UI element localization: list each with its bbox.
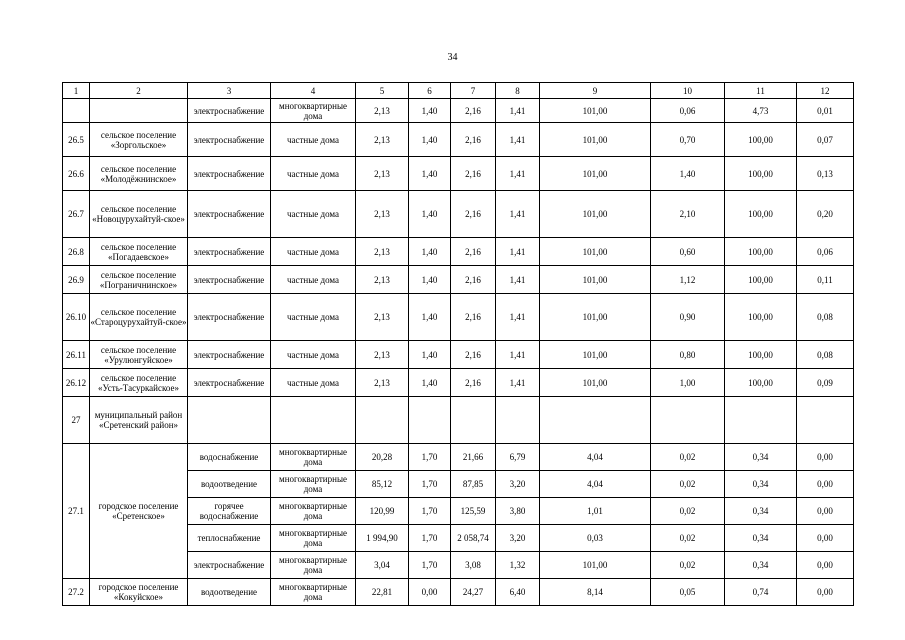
value-col5: 2,13 [356, 369, 409, 397]
value-col8: 1,41 [496, 266, 540, 294]
settlement-name [90, 99, 188, 123]
value-col10: 0,06 [651, 99, 725, 123]
value-col12: 0,00 [797, 579, 854, 606]
column-header: 11 [725, 83, 797, 99]
value-col6: 1,40 [409, 266, 451, 294]
value-col6: 1,40 [409, 294, 451, 341]
housing-category: многоквартирные дома [271, 444, 356, 471]
value-col12: 0,07 [797, 123, 854, 157]
value-col7: 2,16 [451, 157, 496, 191]
value-col10: 0,05 [651, 579, 725, 606]
settlement-name: сельское поселение «Погадаевское» [90, 238, 188, 266]
value-col11: 100,00 [725, 123, 797, 157]
value-col8: 1,41 [496, 341, 540, 369]
table-row [63, 266, 854, 294]
value-col11: 0,34 [725, 525, 797, 552]
value-col10: 1,00 [651, 369, 725, 397]
settlement-name: сельское поселение «Молодёжнинское» [90, 157, 188, 191]
value-col7: 2,16 [451, 191, 496, 238]
value-col5: 20,28 [356, 444, 409, 471]
row-number: 26.12 [63, 369, 90, 397]
value-col9: 101,00 [540, 191, 651, 238]
value-col11: 100,00 [725, 191, 797, 238]
value-col11: 100,00 [725, 369, 797, 397]
row-number [63, 99, 90, 123]
value-col10: 1,12 [651, 266, 725, 294]
value-col8: 1,41 [496, 238, 540, 266]
value-col9: 101,00 [540, 294, 651, 341]
value-col9: 0,03 [540, 525, 651, 552]
value-col5: 2,13 [356, 99, 409, 123]
table-row [63, 238, 854, 266]
value-col7: 3,08 [451, 552, 496, 579]
table-row [63, 579, 854, 606]
table-row [63, 397, 854, 444]
service-type: водоотведение [188, 579, 271, 606]
empty-cell [496, 397, 540, 444]
table-row [63, 369, 854, 397]
value-col9: 101,00 [540, 369, 651, 397]
row-number: 26.8 [63, 238, 90, 266]
value-col12: 0,08 [797, 341, 854, 369]
value-col6: 1,40 [409, 157, 451, 191]
value-col10: 0,02 [651, 444, 725, 471]
column-number-row [63, 83, 854, 99]
value-col8: 1,41 [496, 157, 540, 191]
value-col7: 2 058,74 [451, 525, 496, 552]
service-type: электроснабжение [188, 99, 271, 123]
value-col11: 100,00 [725, 238, 797, 266]
value-col10: 2,10 [651, 191, 725, 238]
value-col8: 1,41 [496, 99, 540, 123]
empty-cell [356, 397, 409, 444]
column-header: 6 [409, 83, 451, 99]
value-col12: 0,08 [797, 294, 854, 341]
value-col8: 1,41 [496, 123, 540, 157]
table-row [63, 444, 854, 471]
table-row [63, 341, 854, 369]
value-col7: 2,16 [451, 369, 496, 397]
empty-cell [651, 397, 725, 444]
value-col11: 100,00 [725, 341, 797, 369]
housing-category: многоквартирные дома [271, 471, 356, 498]
table-row [63, 157, 854, 191]
value-col12: 0,00 [797, 552, 854, 579]
value-col8: 1,41 [496, 294, 540, 341]
column-header: 5 [356, 83, 409, 99]
empty-cell [540, 397, 651, 444]
column-header: 2 [90, 83, 188, 99]
column-header: 4 [271, 83, 356, 99]
value-col12: 0,13 [797, 157, 854, 191]
value-col6: 1,40 [409, 99, 451, 123]
value-col11: 0,34 [725, 444, 797, 471]
value-col9: 101,00 [540, 266, 651, 294]
value-col7: 21,66 [451, 444, 496, 471]
housing-category: частные дома [271, 157, 356, 191]
housing-category: частные дома [271, 294, 356, 341]
row-number: 27.2 [63, 579, 90, 606]
value-col12: 0,00 [797, 444, 854, 471]
housing-category: многоквартирные дома [271, 525, 356, 552]
value-col10: 0,02 [651, 525, 725, 552]
service-type: теплоснабжение [188, 525, 271, 552]
value-col6: 1,40 [409, 238, 451, 266]
housing-category: частные дома [271, 191, 356, 238]
value-col10: 0,02 [651, 471, 725, 498]
housing-category: многоквартирные дома [271, 99, 356, 123]
row-number: 26.6 [63, 157, 90, 191]
value-col11: 0,34 [725, 552, 797, 579]
housing-category: многоквартирные дома [271, 579, 356, 606]
table-row [63, 294, 854, 341]
housing-category: частные дома [271, 341, 356, 369]
column-header: 3 [188, 83, 271, 99]
empty-cell [797, 397, 854, 444]
value-col9: 4,04 [540, 471, 651, 498]
empty-cell [188, 397, 271, 444]
column-header: 12 [797, 83, 854, 99]
value-col12: 0,11 [797, 266, 854, 294]
service-type: электроснабжение [188, 552, 271, 579]
service-type: электроснабжение [188, 157, 271, 191]
value-col6: 1,70 [409, 498, 451, 525]
value-col7: 2,16 [451, 238, 496, 266]
empty-cell [409, 397, 451, 444]
housing-category: частные дома [271, 238, 356, 266]
value-col12: 0,20 [797, 191, 854, 238]
settlement-name: сельское поселение «Староцурухайтуй-ское» [90, 294, 188, 341]
service-type: электроснабжение [188, 369, 271, 397]
value-col7: 125,59 [451, 498, 496, 525]
empty-cell [271, 397, 356, 444]
value-col7: 2,16 [451, 99, 496, 123]
row-number: 27 [63, 397, 90, 444]
value-col11: 0,34 [725, 471, 797, 498]
value-col10: 0,70 [651, 123, 725, 157]
value-col8: 3,80 [496, 498, 540, 525]
value-col10: 0,02 [651, 498, 725, 525]
service-type: электроснабжение [188, 238, 271, 266]
value-col9: 101,00 [540, 341, 651, 369]
value-col9: 101,00 [540, 157, 651, 191]
value-col5: 2,13 [356, 294, 409, 341]
service-type: электроснабжение [188, 123, 271, 157]
value-col6: 1,70 [409, 444, 451, 471]
value-col8: 3,20 [496, 525, 540, 552]
value-col8: 6,40 [496, 579, 540, 606]
value-col9: 1,01 [540, 498, 651, 525]
column-header: 10 [651, 83, 725, 99]
value-col12: 0,06 [797, 238, 854, 266]
housing-category: частные дома [271, 123, 356, 157]
row-number: 26.7 [63, 191, 90, 238]
page-number: 34 [447, 52, 458, 63]
value-col6: 1,40 [409, 369, 451, 397]
housing-category: частные дома [271, 266, 356, 294]
value-col6: 0,00 [409, 579, 451, 606]
value-col9: 101,00 [540, 99, 651, 123]
empty-cell [451, 397, 496, 444]
value-col11: 100,00 [725, 294, 797, 341]
settlement-name: городское поселение «Кокуйское» [90, 579, 188, 606]
value-col8: 1,32 [496, 552, 540, 579]
housing-category: многоквартирные дома [271, 552, 356, 579]
settlement-name: сельское поселение «Урулюнгуйское» [90, 341, 188, 369]
value-col10: 0,02 [651, 552, 725, 579]
value-col7: 2,16 [451, 123, 496, 157]
housing-category: частные дома [271, 369, 356, 397]
value-col12: 0,09 [797, 369, 854, 397]
value-col9: 4,04 [540, 444, 651, 471]
value-col5: 22,81 [356, 579, 409, 606]
service-type: водоотведение [188, 471, 271, 498]
service-type: электроснабжение [188, 294, 271, 341]
row-number: 26.11 [63, 341, 90, 369]
value-col5: 2,13 [356, 238, 409, 266]
value-col11: 100,00 [725, 266, 797, 294]
column-header: 8 [496, 83, 540, 99]
value-col11: 0,34 [725, 498, 797, 525]
column-header: 1 [63, 83, 90, 99]
column-header: 9 [540, 83, 651, 99]
value-col7: 2,16 [451, 341, 496, 369]
row-number: 27.1 [63, 444, 90, 579]
settlement-name: сельское поселение «Зоргольское» [90, 123, 188, 157]
value-col7: 2,16 [451, 294, 496, 341]
row-number: 26.10 [63, 294, 90, 341]
value-col5: 2,13 [356, 157, 409, 191]
value-col6: 1,40 [409, 123, 451, 157]
service-type: электроснабжение [188, 266, 271, 294]
value-col11: 100,00 [725, 157, 797, 191]
value-col6: 1,40 [409, 191, 451, 238]
value-col5: 2,13 [356, 123, 409, 157]
value-col10: 0,60 [651, 238, 725, 266]
value-col8: 6,79 [496, 444, 540, 471]
data-table [62, 82, 854, 606]
housing-category: многоквартирные дома [271, 498, 356, 525]
settlement-name: городское поселение «Сретенское» [90, 444, 188, 579]
row-number: 26.9 [63, 266, 90, 294]
value-col8: 3,20 [496, 471, 540, 498]
service-type: электроснабжение [188, 191, 271, 238]
value-col7: 24,27 [451, 579, 496, 606]
value-col9: 101,00 [540, 552, 651, 579]
value-col5: 85,12 [356, 471, 409, 498]
value-col9: 101,00 [540, 123, 651, 157]
column-header: 7 [451, 83, 496, 99]
table-row [63, 123, 854, 157]
value-col5: 3,04 [356, 552, 409, 579]
value-col12: 0,00 [797, 525, 854, 552]
settlement-name: сельское поселение «Пограничнинское» [90, 266, 188, 294]
service-type: электроснабжение [188, 341, 271, 369]
value-col8: 1,41 [496, 191, 540, 238]
value-col10: 0,80 [651, 341, 725, 369]
value-col5: 2,13 [356, 341, 409, 369]
value-col10: 0,90 [651, 294, 725, 341]
value-col5: 2,13 [356, 191, 409, 238]
value-col11: 0,74 [725, 579, 797, 606]
value-col5: 2,13 [356, 266, 409, 294]
settlement-name: сельское поселение «Усть-Тасуркайское» [90, 369, 188, 397]
value-col9: 101,00 [540, 238, 651, 266]
value-col12: 0,00 [797, 498, 854, 525]
value-col5: 120,99 [356, 498, 409, 525]
service-type: водоснабжение [188, 444, 271, 471]
value-col6: 1,70 [409, 552, 451, 579]
value-col12: 0,00 [797, 471, 854, 498]
value-col6: 1,70 [409, 471, 451, 498]
value-col11: 4,73 [725, 99, 797, 123]
empty-cell [725, 397, 797, 444]
row-number: 26.5 [63, 123, 90, 157]
value-col12: 0,01 [797, 99, 854, 123]
settlement-name: сельское поселение «Новоцурухайтуй-ское» [90, 191, 188, 238]
value-col5: 1 994,90 [356, 525, 409, 552]
table-row [63, 191, 854, 238]
value-col9: 8,14 [540, 579, 651, 606]
value-col8: 1,41 [496, 369, 540, 397]
value-col7: 2,16 [451, 266, 496, 294]
value-col6: 1,40 [409, 341, 451, 369]
table-row [63, 99, 854, 123]
value-col6: 1,70 [409, 525, 451, 552]
value-col7: 87,85 [451, 471, 496, 498]
service-type: горячее водоснабжение [188, 498, 271, 525]
district-name: муниципальный район «Сретенский район» [90, 397, 188, 444]
value-col10: 1,40 [651, 157, 725, 191]
